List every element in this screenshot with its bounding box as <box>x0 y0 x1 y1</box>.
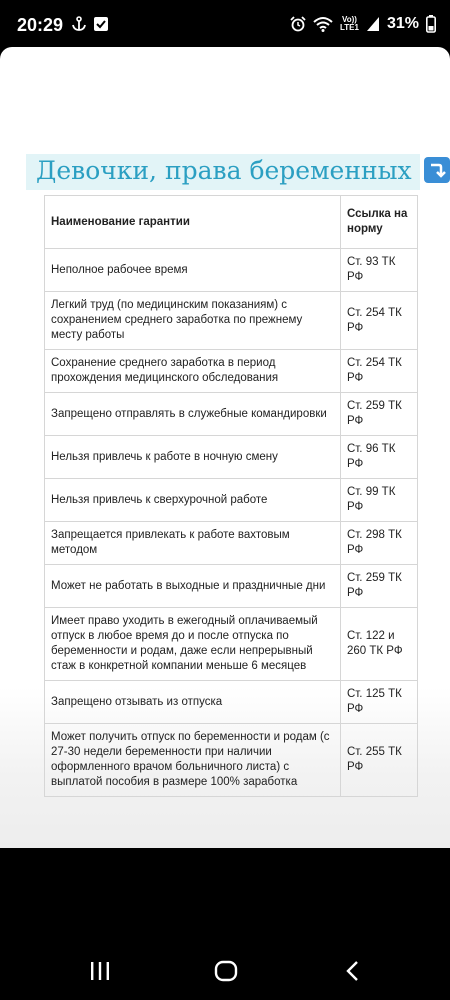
table-row <box>45 292 418 350</box>
guarantee-cell: Может не работать в выходные и праздничные дни <box>45 565 341 608</box>
guarantee-cell: Нельзя привлечь к работе в ночную смену <box>45 436 341 479</box>
guarantee-cell: Запрещено отзывать из отпуска <box>45 681 341 724</box>
home-button[interactable] <box>208 956 244 986</box>
table-row <box>45 565 418 608</box>
reference-cell: Ст. 254 ТК РФ <box>341 350 418 393</box>
back-icon <box>344 960 360 982</box>
system-icons <box>290 15 436 33</box>
table-header-row <box>45 196 418 249</box>
table-row <box>45 724 418 797</box>
alarm-icon <box>290 16 306 32</box>
guarantee-cell: Нельзя привлечь к сверхурочной работе <box>45 479 341 522</box>
arrow-down-right-icon <box>424 157 450 183</box>
recents-button[interactable] <box>82 956 118 986</box>
rights-table <box>44 195 418 797</box>
guarantee-cell: Может получить отпуск по беременности и родам (с 27-30 недели беременности при наличии оформленного врачом больничного листа) с выплатой пособия в размере 100% заработка <box>45 724 341 797</box>
reference-cell: Ст. 298 ТК РФ <box>341 522 418 565</box>
notification-icons <box>72 16 108 32</box>
battery-icon <box>426 15 436 33</box>
table-row <box>45 608 418 681</box>
table-row <box>45 393 418 436</box>
lte-label: LTE1 <box>340 23 359 32</box>
guarantee-cell: Сохранение среднего заработка в период прохождения медицинского обследования <box>45 350 341 393</box>
guarantee-cell: Имеет право уходить в ежегодный оплачиваемый отпуск в любое время до и после отпуска по беременности и родам, даже если непрерывный стаж в конкретной компании меньше 6 месяцев <box>45 608 341 681</box>
guarantee-cell: Легкий труд (по медицинским показаниям) с сохранением среднего заработка по прежнему месту работы <box>45 292 341 350</box>
checkbox-notification-icon <box>94 17 108 31</box>
table-row <box>45 522 418 565</box>
reference-cell: Ст. 125 ТК РФ <box>341 681 418 724</box>
reference-cell: Ст. 99 ТК РФ <box>341 479 418 522</box>
table-row <box>45 350 418 393</box>
reference-cell: Ст. 259 ТК РФ <box>341 393 418 436</box>
anchor-icon <box>72 16 86 32</box>
table-row <box>45 479 418 522</box>
title-banner <box>26 154 420 190</box>
table-row <box>45 436 418 479</box>
wifi-icon <box>313 16 333 32</box>
guarantee-cell: Запрещено отправлять в служебные командировки <box>45 393 341 436</box>
guarantee-cell: Запрещается привлекать к работе вахтовым методом <box>45 522 341 565</box>
volte-indicator <box>340 16 359 32</box>
image-viewer[interactable] <box>0 47 450 848</box>
navigation-bar <box>0 940 450 1000</box>
reference-cell: Ст. 96 ТК РФ <box>341 436 418 479</box>
guarantee-cell: Неполное рабочее время <box>45 249 341 292</box>
banner-title <box>36 156 450 185</box>
status-bar <box>0 0 450 50</box>
volte-label: Vo)) <box>342 15 357 24</box>
table-row <box>45 249 418 292</box>
status-time: 20:29 <box>17 15 64 35</box>
reference-cell: Ст. 255 ТК РФ <box>341 724 418 797</box>
table-row <box>45 681 418 724</box>
reference-cell: Ст. 254 ТК РФ <box>341 292 418 350</box>
header-reference: Ссылка на норму <box>341 196 418 249</box>
banner-title-text: Девочки, права беременных <box>36 156 412 185</box>
reference-cell: Ст. 259 ТК РФ <box>341 565 418 608</box>
reference-cell: Ст. 93 ТК РФ <box>341 249 418 292</box>
header-guarantee: Наименование гарантии <box>45 196 341 249</box>
recents-icon <box>89 961 111 981</box>
signal-icon <box>366 16 380 32</box>
back-button[interactable] <box>334 956 370 986</box>
home-icon <box>214 960 238 982</box>
battery-percentage: 31% <box>386 15 419 32</box>
reference-cell: Ст. 122 и 260 ТК РФ <box>341 608 418 681</box>
